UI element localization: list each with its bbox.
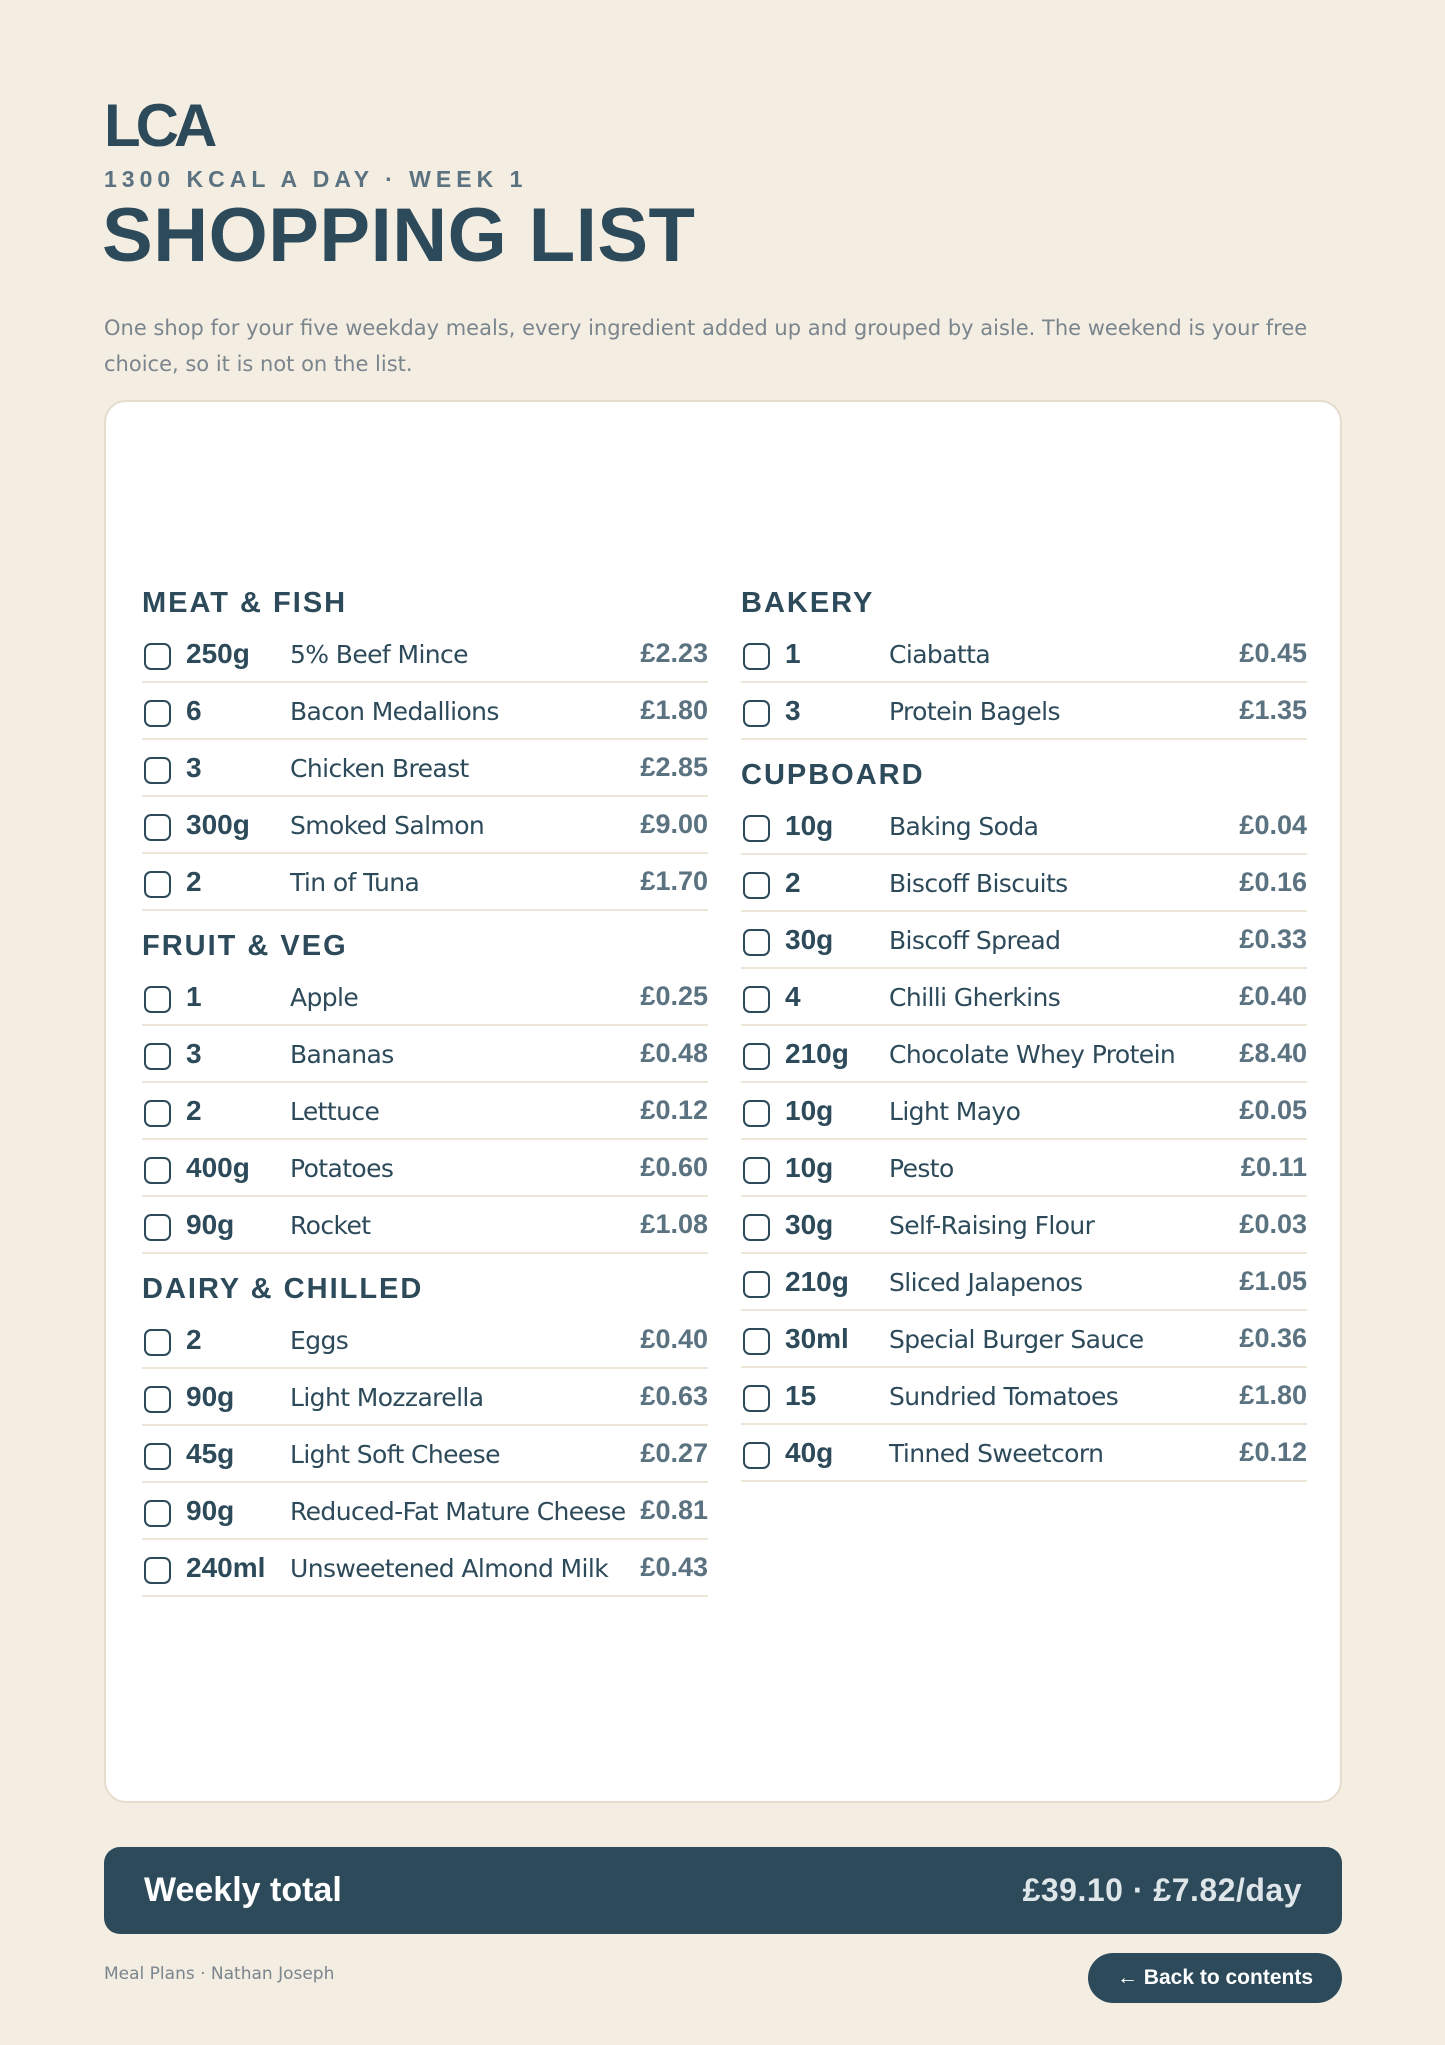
- item-checkbox[interactable]: [144, 1386, 171, 1413]
- item-name: Tin of Tuna: [290, 868, 420, 897]
- weekly-total-label: Weekly total: [144, 1871, 342, 1909]
- item-price: £0.25: [640, 981, 708, 1011]
- item-price: £0.03: [1239, 1209, 1307, 1239]
- item-checkbox[interactable]: [144, 1043, 171, 1070]
- list-item: [142, 1312, 708, 1369]
- item-price: £0.04: [1239, 810, 1307, 840]
- item-quantity: 6: [186, 695, 202, 726]
- item-checkbox[interactable]: [144, 700, 171, 727]
- item-name: Pesto: [889, 1154, 954, 1183]
- section-cupboard: [741, 752, 1307, 1482]
- item-price: £0.12: [640, 1095, 708, 1125]
- item-checkbox[interactable]: [743, 1328, 770, 1355]
- item-quantity: 3: [186, 1038, 202, 1069]
- item-checkbox[interactable]: [743, 643, 770, 670]
- list-item: [741, 1368, 1307, 1425]
- item-name: Sliced Jalapenos: [889, 1268, 1083, 1297]
- item-name: Chilli Gherkins: [889, 983, 1061, 1012]
- item-price: £1.80: [1239, 1380, 1307, 1410]
- list-item: [741, 683, 1307, 740]
- item-price: £0.12: [1239, 1437, 1307, 1467]
- list-item: [142, 797, 708, 854]
- item-checkbox[interactable]: [144, 1557, 171, 1584]
- right-column: [741, 580, 1307, 1482]
- item-checkbox[interactable]: [144, 1443, 171, 1470]
- item-name: Self-Raising Flour: [889, 1211, 1095, 1240]
- brand-logo: LCA: [104, 92, 213, 159]
- list-item: [741, 1197, 1307, 1254]
- list-item: [142, 1483, 708, 1540]
- item-name: Biscoff Biscuits: [889, 869, 1068, 898]
- item-price: £0.45: [1239, 638, 1307, 668]
- item-price: £2.23: [640, 638, 708, 668]
- item-quantity: 250g: [186, 638, 250, 669]
- item-name: Bacon Medallions: [290, 697, 499, 726]
- item-quantity: 210g: [785, 1266, 849, 1297]
- item-checkbox[interactable]: [743, 700, 770, 727]
- item-quantity: 3: [785, 695, 801, 726]
- item-checkbox[interactable]: [743, 1271, 770, 1298]
- item-name: Tinned Sweetcorn: [889, 1439, 1104, 1468]
- item-checkbox[interactable]: [743, 986, 770, 1013]
- item-price: £0.43: [640, 1552, 708, 1582]
- item-name: Protein Bagels: [889, 697, 1060, 726]
- item-name: Eggs: [290, 1326, 349, 1355]
- item-price: £0.60: [640, 1152, 708, 1182]
- item-quantity: 2: [186, 1324, 202, 1355]
- item-quantity: 2: [186, 866, 202, 897]
- item-price: £1.05: [1239, 1266, 1307, 1296]
- item-name: Lettuce: [290, 1097, 380, 1126]
- item-quantity: 1: [186, 981, 202, 1012]
- item-name: 5% Beef Mince: [290, 640, 468, 669]
- section-title: CUPBOARD: [741, 759, 925, 791]
- item-quantity: 90g: [186, 1495, 235, 1526]
- item-name: Smoked Salmon: [290, 811, 485, 840]
- item-quantity: 90g: [186, 1381, 235, 1412]
- item-checkbox[interactable]: [144, 643, 171, 670]
- item-name: Light Mayo: [889, 1097, 1021, 1126]
- list-item: [142, 740, 708, 797]
- left-column: [142, 580, 708, 1597]
- list-item: [741, 626, 1307, 683]
- item-price: £0.33: [1239, 924, 1307, 954]
- item-quantity: 30ml: [785, 1323, 849, 1354]
- list-item: [142, 1369, 708, 1426]
- item-price: £8.40: [1239, 1038, 1307, 1068]
- item-checkbox[interactable]: [144, 757, 171, 784]
- item-name: Sundried Tomatoes: [889, 1382, 1119, 1411]
- item-price: £0.05: [1239, 1095, 1307, 1125]
- list-item: [741, 912, 1307, 969]
- page-title: SHOPPING LIST: [102, 193, 696, 278]
- section-bakery: [741, 580, 1307, 740]
- section-title: MEAT & FISH: [142, 587, 348, 619]
- item-checkbox[interactable]: [144, 1100, 171, 1127]
- item-checkbox[interactable]: [743, 815, 770, 842]
- item-name: Rocket: [290, 1211, 371, 1240]
- list-item: [142, 1197, 708, 1254]
- item-checkbox[interactable]: [743, 929, 770, 956]
- intro-text: One shop for your five weekday meals, every ingredient added up and grouped by aisle. The weekend is your free choice, so it is not on the list.: [104, 316, 1308, 376]
- list-item: [142, 1083, 708, 1140]
- list-item: [142, 626, 708, 683]
- list-item: [142, 683, 708, 740]
- item-name: Potatoes: [290, 1154, 394, 1183]
- item-name: Chicken Breast: [290, 754, 469, 783]
- item-checkbox[interactable]: [144, 986, 171, 1013]
- weekly-total-bar: [104, 1847, 1342, 1934]
- item-checkbox[interactable]: [743, 872, 770, 899]
- item-checkbox[interactable]: [144, 1329, 171, 1356]
- section-title: FRUIT & VEG: [142, 930, 348, 962]
- item-price: £9.00: [640, 809, 708, 839]
- item-name: Baking Soda: [889, 812, 1039, 841]
- item-quantity: 40g: [785, 1437, 834, 1468]
- footer-credit: Meal Plans · Nathan Joseph: [104, 1964, 335, 1984]
- item-checkbox[interactable]: [743, 1214, 770, 1241]
- item-quantity: 300g: [186, 809, 250, 840]
- item-price: £0.27: [640, 1438, 708, 1468]
- item-quantity: 400g: [186, 1152, 250, 1183]
- plan-subtitle: 1300 KCAL A DAY · WEEK 1: [104, 166, 528, 192]
- item-price: £0.40: [640, 1324, 708, 1354]
- item-name: Ciabatta: [889, 640, 991, 669]
- item-quantity: 240ml: [186, 1552, 266, 1583]
- section-title: DAIRY & CHILLED: [142, 1273, 424, 1305]
- weekly-total-value: £39.10 · £7.82/day: [1022, 1872, 1302, 1908]
- item-price: £1.70: [640, 866, 708, 896]
- list-item: [142, 1540, 708, 1597]
- item-quantity: 30g: [785, 924, 834, 955]
- section-title: BAKERY: [741, 587, 875, 619]
- section-dairy-and-chilled: [142, 1266, 708, 1597]
- item-quantity: 30g: [785, 1209, 834, 1240]
- list-item: [142, 1140, 708, 1197]
- item-name: Chocolate Whey Protein: [889, 1040, 1176, 1069]
- item-checkbox[interactable]: [144, 1157, 171, 1184]
- item-quantity: 10g: [785, 1095, 834, 1126]
- item-price: £2.85: [640, 752, 708, 782]
- item-checkbox[interactable]: [144, 814, 171, 841]
- list-item: [741, 1140, 1307, 1197]
- list-item: [741, 1026, 1307, 1083]
- item-name: Biscoff Spread: [889, 926, 1061, 955]
- list-item: [741, 1311, 1307, 1368]
- list-item: [741, 1254, 1307, 1311]
- item-quantity: 2: [186, 1095, 202, 1126]
- item-price: £0.36: [1239, 1323, 1307, 1353]
- item-checkbox[interactable]: [743, 1100, 770, 1127]
- item-price: £0.63: [640, 1381, 708, 1411]
- section-fruit-and-veg: [142, 923, 708, 1254]
- section-meat-and-fish: [142, 580, 708, 911]
- item-price: £0.11: [1240, 1152, 1307, 1182]
- list-item: [741, 1083, 1307, 1140]
- back-to-contents-button[interactable]: ← Back to contents: [1088, 1953, 1342, 2003]
- item-name: Reduced-Fat Mature Cheese: [290, 1497, 626, 1526]
- list-item: [142, 1426, 708, 1483]
- item-name: Bananas: [290, 1040, 394, 1069]
- item-checkbox[interactable]: [743, 1157, 770, 1184]
- item-price: £0.40: [1239, 981, 1307, 1011]
- item-name: Special Burger Sauce: [889, 1325, 1144, 1354]
- shopping-list-card: [104, 400, 1342, 1803]
- item-price: £0.48: [640, 1038, 708, 1068]
- item-checkbox[interactable]: [144, 871, 171, 898]
- item-price: £1.35: [1239, 695, 1307, 725]
- item-checkbox[interactable]: [743, 1442, 770, 1469]
- item-checkbox[interactable]: [144, 1500, 171, 1527]
- list-item: [142, 969, 708, 1026]
- item-quantity: 3: [186, 752, 202, 783]
- item-checkbox[interactable]: [743, 1043, 770, 1070]
- item-quantity: 45g: [186, 1438, 235, 1469]
- list-item: [142, 854, 708, 911]
- item-name: Unsweetened Almond Milk: [290, 1554, 609, 1583]
- item-quantity: 210g: [785, 1038, 849, 1069]
- list-item: [741, 1425, 1307, 1482]
- list-item: [741, 969, 1307, 1026]
- item-name: Light Mozzarella: [290, 1383, 484, 1412]
- item-price: £1.08: [640, 1209, 708, 1239]
- item-quantity: 1: [785, 638, 801, 669]
- item-quantity: 90g: [186, 1209, 235, 1240]
- item-quantity: 15: [785, 1380, 817, 1411]
- item-name: Light Soft Cheese: [290, 1440, 500, 1469]
- item-name: Apple: [290, 983, 359, 1012]
- list-item: [741, 855, 1307, 912]
- list-item: [741, 798, 1307, 855]
- item-price: £0.81: [640, 1495, 708, 1525]
- item-quantity: 2: [785, 867, 801, 898]
- item-quantity: 4: [785, 981, 801, 1012]
- item-checkbox[interactable]: [743, 1385, 770, 1412]
- item-quantity: 10g: [785, 810, 834, 841]
- item-price: £1.80: [640, 695, 708, 725]
- item-price: £0.16: [1239, 867, 1307, 897]
- item-quantity: 10g: [785, 1152, 834, 1183]
- list-item: [142, 1026, 708, 1083]
- item-checkbox[interactable]: [144, 1214, 171, 1241]
